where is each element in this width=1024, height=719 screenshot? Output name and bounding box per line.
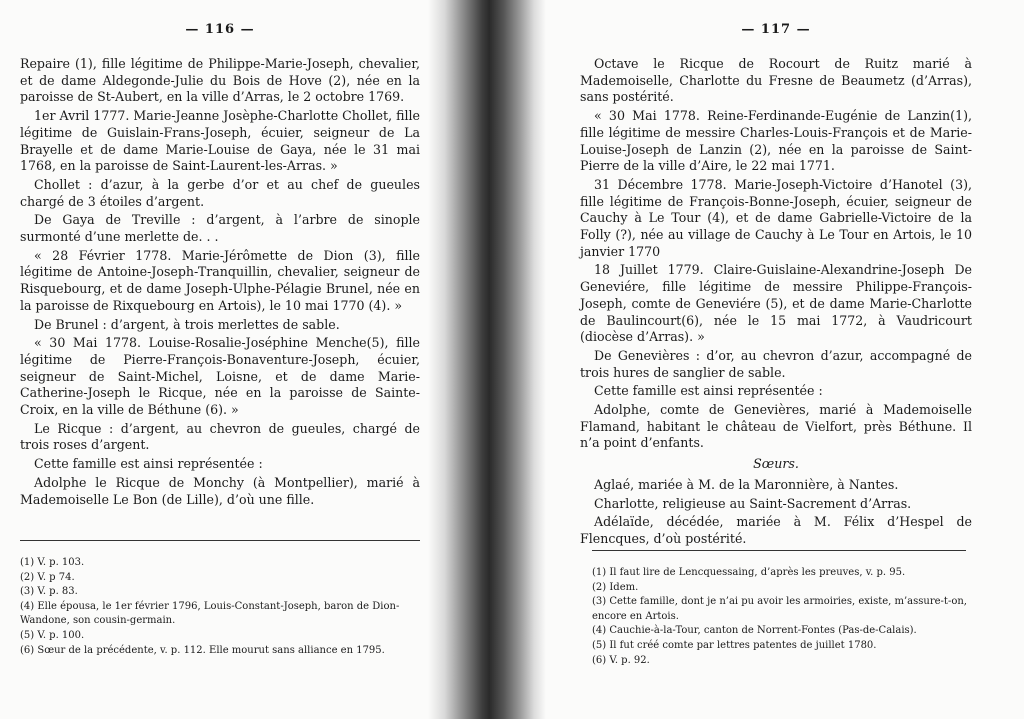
paragraph: Cette famille est ainsi représentée : xyxy=(594,383,823,399)
right-footnotes xyxy=(592,566,972,668)
footnote: (1) Il faut lire de Lencquessaing, d’après les preuves, v. p. 95. xyxy=(592,567,906,578)
paragraph: Adolphe, comte de Genevières, marié à Mademoiselle Flamand, habitant le château de Vielfort, près Béthune. Il n’a point d’enfants. xyxy=(580,402,972,451)
paragraph: Octave le Ricque de Rocourt de Ruitz marié à Mademoiselle, Charlotte du Fresne de Beaumetz (d’Arras), sans postérité. xyxy=(580,56,972,105)
paragraph: Chollet : d’azur, à la gerbe d’or et au chef de gueules chargé de 3 étoiles d’argent. xyxy=(20,176,420,209)
footnote-rule xyxy=(20,540,420,541)
paragraph: Le Ricque : d’argent, au chevron de gueules, chargé de trois roses d’argent. xyxy=(20,420,420,453)
footnote: (3) V. p. 83. xyxy=(20,586,78,598)
footnote: (1) V. p. 103. xyxy=(20,557,85,568)
footnote: (6) V. p. 92. xyxy=(592,654,650,666)
paragraph: Adélaïde, décédée, mariée à M. Félix d’Hespel de Flencques, d’où postérité. xyxy=(580,514,972,546)
paragraph: 31 Décembre 1778. Marie-Joseph-Victoire d’Hanotel (3), fille légitime de François-Bonne-Joseph, écuier, seigneur de Cauchy à Le Tour (4), et de dame Gabrielle-Victoire de la Folly (?), née au village de Cauchy à Le Tour en Artois, le 10 janvier 1770 xyxy=(580,176,972,259)
paragraph: 18 Juillet 1779. Claire-Guislaine-Alexandrine-Joseph De Geneviére, fille légitime de messire Philippe-François-Joseph, comte de Geneviére (5), et de dame Marie-Charlotte de Baulincourt(6), née le 15 mai 1772, à Vaudricourt (diocèse d’Arras). » xyxy=(580,262,972,345)
paragraph: Aglaé, mariée à M. de la Maronnière, à Nantes. xyxy=(594,476,899,492)
right-page-body xyxy=(580,56,972,550)
footnote: (2) V. p 74. xyxy=(20,571,75,583)
paragraph: De Gaya de Treville : d’argent, à l’arbre de sinople surmonté d’une merlette de. . . xyxy=(20,212,420,245)
left-page-number: — 116 — xyxy=(185,22,255,37)
footnote: (4) Cauchie-à-la-Tour, canton de Norrent-Fontes (Pas-de-Calais). xyxy=(592,625,917,637)
paragraph: De Genevières : d’or, au chevron d’azur, accompagné de trois hures de sanglier de sable. xyxy=(580,347,972,380)
paragraph: 1er Avril 1777. Marie-Jeanne Josèphe-Charlotte Chollet, fille légitime de Guislain-Frans-Joseph, écuier, seigneur de La Brayelle et de dame Marie-Louise de Gaya, née le 31 mai 1768, en la paroisse de Saint-Laurent-les-Arras. » xyxy=(20,108,420,174)
right-page xyxy=(580,0,972,719)
paragraph: « 30 Mai 1778. Reine-Ferdinande-Eugénie de Lanzin(1), fille légitime de messire Charles-Louis-François et de Marie-Louise-Joseph de Lanzin (2), née en la paroisse de Saint-Pierre de la ville d’Aire, le 22 mai 1771. xyxy=(580,108,972,174)
paragraph: Charlotte, religieuse au Saint-Sacrement d’Arras. xyxy=(594,495,912,511)
paragraph: Repaire (1), fille légitime de Philippe-Marie-Joseph, chevalier, et de dame Aldegonde-Julie du Bois de Hove (2), née en la paroisse de St-Aubert, en la ville d’Arras, le 2 octobre 1769. xyxy=(20,56,420,105)
paragraph: « 28 Février 1778. Marie-Jérômette de Dion (3), fille légitime de Antoine-Joseph-Tranquillin, chevalier, seigneur de Risquebourg, et de dame Joseph-Ulphe-Pélagie Brunel, née en la paroisse de Rixquebourg en Artois), le 10 mai 1770 (4). » xyxy=(20,247,420,313)
footnote: (3) Cette famille, dont je n’ai pu avoir les armoiries, existe, m’assure-t-on, encore en Artois. xyxy=(592,596,967,622)
paragraph: Cette famille est ainsi représentée : xyxy=(34,456,263,472)
left-page xyxy=(20,0,420,719)
footnote: (2) Idem. xyxy=(592,581,639,593)
footnote-rule xyxy=(592,550,966,551)
right-page-number: — 117 — xyxy=(741,22,811,37)
section-heading: Sœurs. xyxy=(753,456,799,472)
footnote: (6) Sœur de la précédente, v. p. 112. Elle mourut sans alliance en 1795. xyxy=(20,644,385,656)
left-footnotes xyxy=(20,556,420,658)
left-page-body xyxy=(20,56,420,510)
footnote: (5) V. p. 100. xyxy=(20,629,85,641)
paragraph: De Brunel : d’argent, à trois merlettes de sable. xyxy=(34,316,340,332)
footnote: (5) Il fut créé comte par lettres patentes de juillet 1780. xyxy=(592,639,877,651)
footnote: (4) Elle épousa, le 1er février 1796, Louis-Constant-Joseph, baron de Dion-Wandone, son cousin-germain. xyxy=(20,600,400,627)
paragraph: « 30 Mai 1778. Louise-Rosalie-Joséphine Menche(5), fille légitime de Pierre-François-Bonaventure-Joseph, écuier, seigneur de Saint-Michel, Loisne, et de dame Marie-Catherine-Joseph le Ricque, née en la paroisse de Sainte-Croix, en la ville de Béthune (6). » xyxy=(20,335,420,418)
paragraph: Adolphe le Ricque de Monchy (à Montpellier), marié à Mademoiselle Le Bon (de Lille), d’où une fille. xyxy=(20,474,420,507)
book-gutter xyxy=(428,0,546,719)
